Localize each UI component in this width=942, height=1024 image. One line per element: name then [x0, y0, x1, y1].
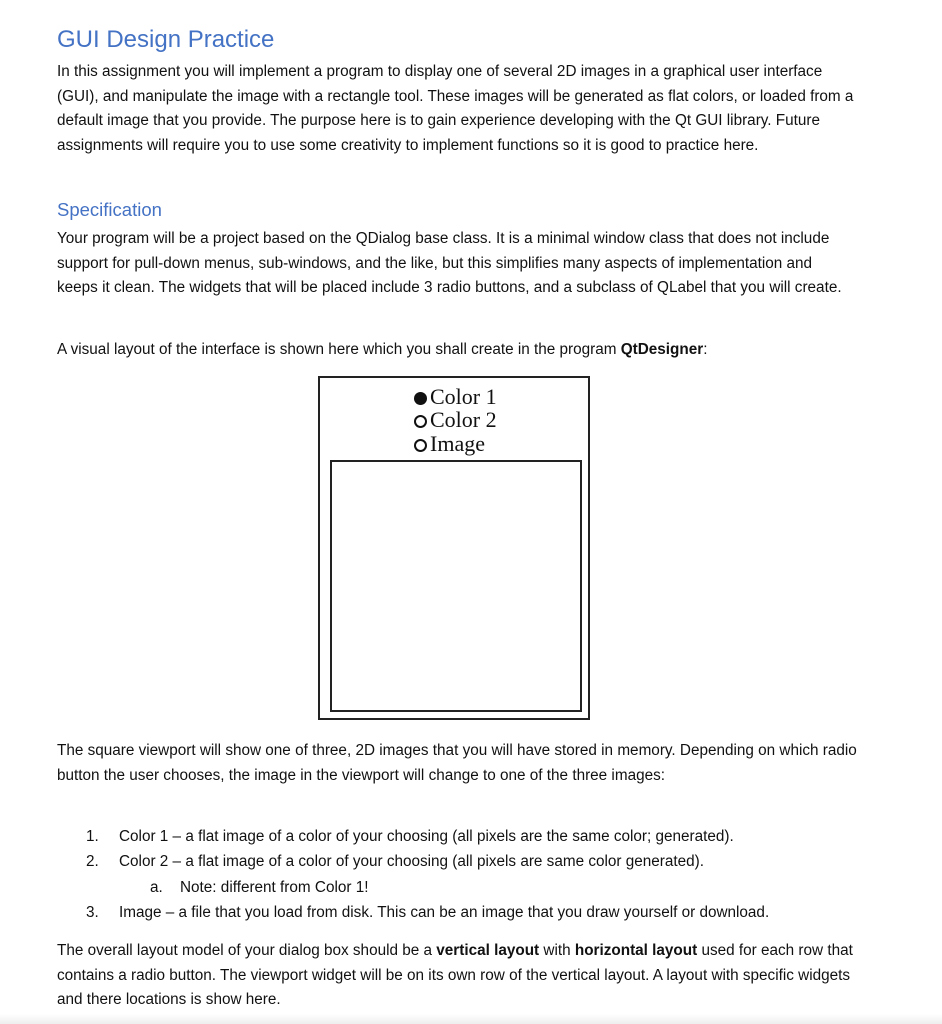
radio-checked-icon	[414, 392, 427, 405]
layout-text: used for each row that contains a radio button. The viewport widget will be on its own row of the vertical layout. A layout with specific widgets and there locations is show here.	[57, 942, 853, 1008]
list-text: Color 2 – a flat image of a color of your choosing (all pixels are same color generated).	[119, 853, 704, 870]
intro-paragraph: In this assignment you will implement a program to display one of several 2D images in a graphical user interface (GUI), and manipulate the image with a rectangle tool. These images will be generated as flat colors, or loaded from a default image that you provide. The purpose here is to gain experience developing with the Qt GUI library. Future assignments will require you to use some creativity to implement functions so it is good to practice here.	[57, 63, 854, 154]
page-bottom-edge	[0, 1014, 942, 1024]
radio-image	[414, 433, 485, 455]
radio-unchecked-icon	[414, 415, 427, 428]
radio-color-1	[414, 386, 497, 408]
vertical-layout-term: vertical layout	[436, 942, 540, 959]
layout-text: with	[539, 942, 575, 959]
layout-paragraph	[57, 939, 857, 1013]
qtdesigner-term: QtDesigner	[620, 341, 704, 358]
specification-paragraph: Your program will be a project based on the QDialog base class. It is a minimal window class that does not include support for pull-down menus, sub-windows, and the like, but this simplifies many aspects of implementation and keeps it clean. The widgets that will be placed include 3 radio buttons, and a subclass of QLabel that you will create.	[57, 230, 842, 296]
radio-unchecked-icon	[414, 439, 427, 452]
viewport-paragraph: The square viewport will show one of three, 2D images that you will have stored in memory. Depending on which radio button the user chooses, the image in the viewport will change to one of the three images:	[57, 742, 857, 784]
visual-layout-paragraph	[57, 338, 857, 363]
layout-text: The overall layout model of your dialog box should be a	[57, 942, 437, 959]
radio-label: Image	[430, 431, 485, 456]
list-text: Image – a file that you load from disk. This can be an image that you draw yourself or download.	[119, 904, 770, 921]
specification-heading: Specification	[57, 199, 162, 220]
list-marker: 1.	[86, 828, 99, 845]
page-title: GUI Design Practice	[57, 26, 275, 53]
list-text: Color 1 – a flat image of a color of your choosing (all pixels are the same color; generated).	[119, 828, 734, 845]
radio-label: Color 2	[430, 407, 497, 432]
viewport-square	[330, 460, 582, 712]
radio-color-2	[414, 409, 497, 431]
list-text: Note: different from Color 1!	[180, 879, 369, 896]
list-marker: a.	[150, 879, 163, 896]
list-marker: 3.	[86, 904, 99, 921]
radio-label: Color 1	[430, 384, 497, 409]
horizontal-layout-term: horizontal layout	[574, 942, 698, 959]
visual-layout-text: A visual layout of the interface is shown here which you shall create in the program	[57, 341, 621, 358]
dialog-layout-figure	[318, 376, 590, 720]
list-marker: 2.	[86, 853, 99, 870]
visual-layout-suffix: :	[703, 341, 708, 358]
